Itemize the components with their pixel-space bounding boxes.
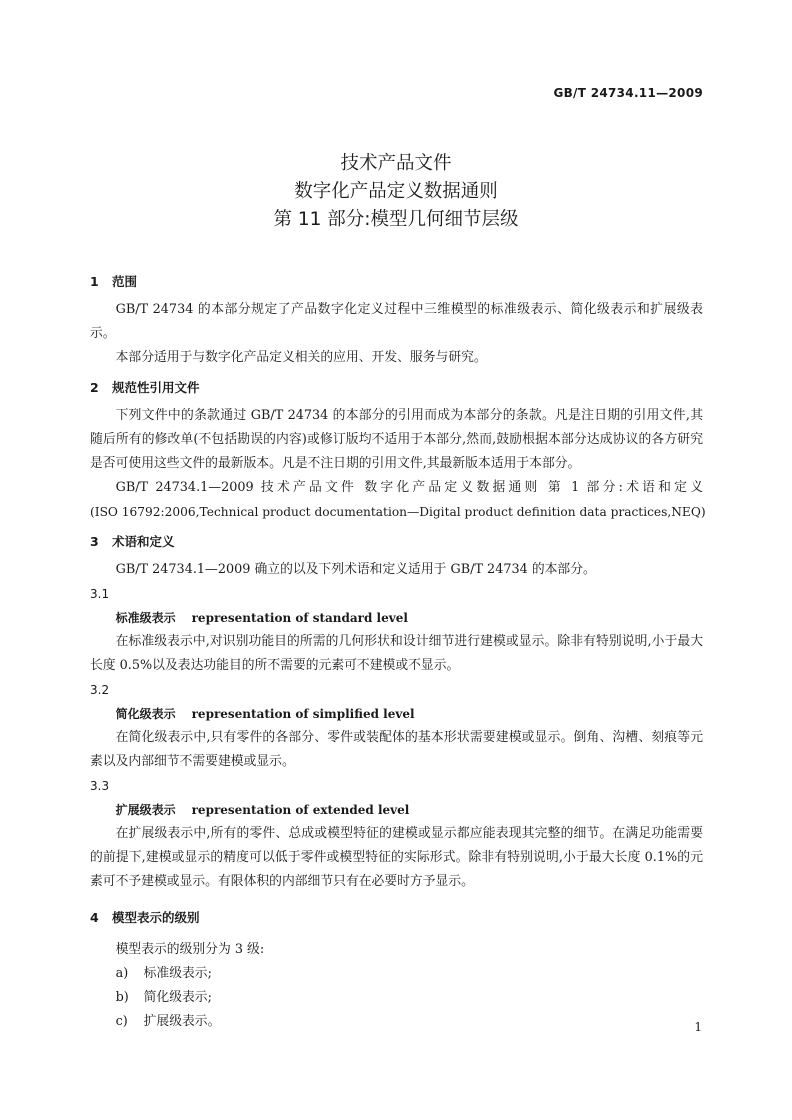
section-2-heading xyxy=(90,376,703,400)
section-3-paragraph-1: GB/T 24734.1—2009 确立的以及下列术语和定义适用于 GB/T 24734 的本部分。 xyxy=(115,562,596,577)
document-title xyxy=(0,150,792,234)
list-item-text: 简化级表示; xyxy=(143,990,212,1005)
section-number: 3 xyxy=(90,534,99,549)
list-item-label: c) xyxy=(115,1014,128,1029)
section-title: 范围 xyxy=(112,274,138,289)
list-item-text: 标准级表示; xyxy=(143,966,212,981)
term-english: representation of extended level xyxy=(191,803,410,817)
term-english: representation of standard level xyxy=(191,611,408,625)
list-item-label: a) xyxy=(115,966,129,981)
title-line-2: 数字化产品定义数据通则 xyxy=(294,181,498,202)
section-1-paragraph-1: GB/T 24734 的本部分规定了产品数字化定义过程中三维模型的标准级表示、简化级表示和扩展级表示。 xyxy=(90,302,703,341)
section-number: 1 xyxy=(90,274,99,289)
section-1-paragraph-2: 本部分适用于与数字化产品定义相关的应用、开发、服务与研究。 xyxy=(115,350,487,365)
section-title: 规范性引用文件 xyxy=(112,380,200,395)
document-number: GB/T 24734.11—2009 xyxy=(553,86,703,100)
document-body xyxy=(90,270,706,1034)
page-number: 1 xyxy=(694,1020,702,1034)
term-3-1-definition: 在标准级表示中,对识别功能目的所需的几何形状和设计细节进行建模或显示。除非有特别说明,小于最大长度 0.5%以及表达功能目的所不需要的元素可不建模或不显示。 xyxy=(90,634,703,673)
term-3-2-definition: 在简化级表示中,只有零件的各部分、零件或装配体的基本形状需要建模或显示。倒角、沟槽、刻痕等元素以及内部细节不需要建模或显示。 xyxy=(90,730,703,769)
list-item-label: b) xyxy=(115,990,129,1005)
title-line-1: 技术产品文件 xyxy=(340,153,452,174)
section-title: 模型表示的级别 xyxy=(112,910,200,925)
term-chinese: 扩展级表示 xyxy=(115,803,176,817)
title-line-3: 第 11 部分:模型几何细节层级 xyxy=(273,209,519,230)
term-chinese: 标准级表示 xyxy=(115,611,176,625)
term-chinese: 简化级表示 xyxy=(115,707,176,721)
section-4-heading xyxy=(90,906,703,930)
reference-line-2: (ISO 16792:2006,Technical product documentation—Digital product definition data practices,NEQ) xyxy=(90,505,706,519)
list-item xyxy=(90,962,703,986)
section-number: 2 xyxy=(90,380,99,395)
section-4-paragraph-1: 模型表示的级别分为 3 级: xyxy=(115,942,265,957)
term-3-1 xyxy=(90,606,703,630)
term-3-3 xyxy=(90,798,703,822)
section-title: 术语和定义 xyxy=(112,534,175,549)
section-1-heading xyxy=(90,270,703,294)
section-number: 4 xyxy=(90,910,99,925)
term-english: representation of simplified level xyxy=(191,707,415,721)
term-3-1-number: 3.1 xyxy=(90,587,110,601)
section-3-heading xyxy=(90,530,703,554)
section-2-paragraph-1: 下列文件中的条款通过 GB/T 24734 的本部分的引用而成为本部分的条款。凡是注日期的引用文件,其随后所有的修改单(不包括勘误的内容)或修订版均不适用于本部分,然而,鼓励根据本部分达成协议的各方研究是否可使用这些文件的最新版本。凡是不注日期的引用文件,其最新版本适用于本部分。 xyxy=(90,408,703,471)
term-3-3-number: 3.3 xyxy=(90,779,110,793)
reference-line-1: GB/T 24734.1—2009 技术产品文件 数字化产品定义数据通则 第 1 部分:术语和定义 xyxy=(115,480,703,495)
list-item-text: 扩展级表示。 xyxy=(143,1014,221,1029)
list-item xyxy=(90,986,703,1010)
term-3-2-number: 3.2 xyxy=(90,683,110,697)
term-3-2 xyxy=(90,702,703,726)
list-item xyxy=(90,1010,703,1034)
term-3-3-definition: 在扩展级表示中,所有的零件、总成或模型特征的建模或显示都应能表现其完整的细节。在满足功能需要的前提下,建模或显示的精度可以低于零件或模型特征的实际形式。除非有特别说明,小于最大长度 0.1%的元素可不予建模或显示。有限体积的内部细节只有在必要时方予显示。 xyxy=(90,826,703,889)
